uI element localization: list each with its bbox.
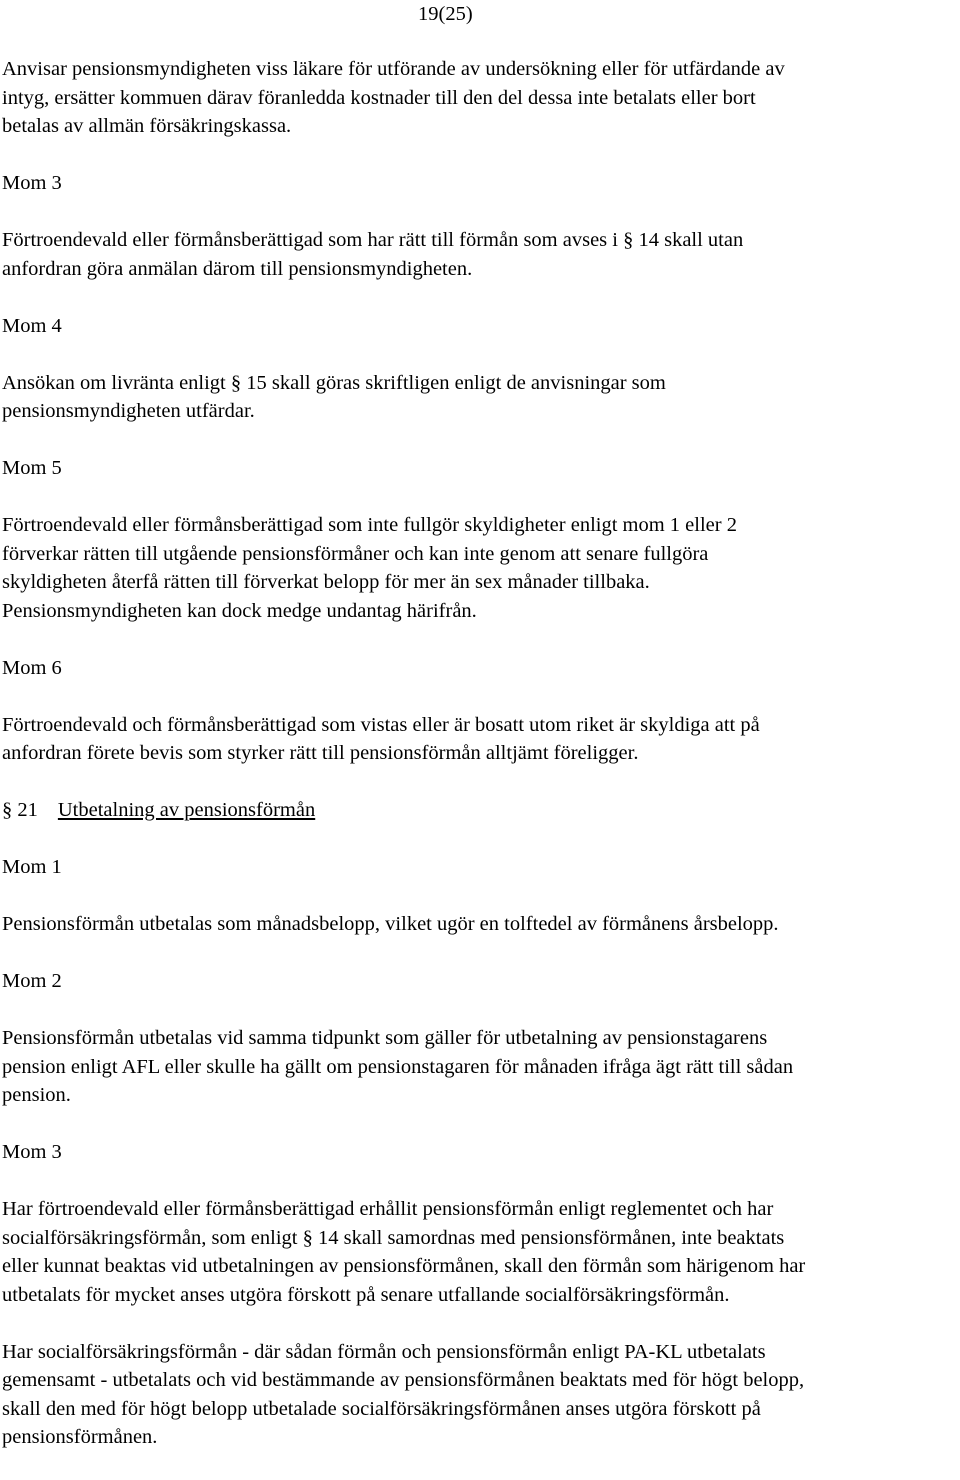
mom-heading: [2, 1138, 958, 1167]
section-number: § 21: [2, 799, 38, 821]
paragraph: [2, 711, 958, 768]
mom-heading: [2, 654, 958, 683]
text-line: Har förtroendevald eller förmånsberättigad erhållit pensionsförmån enligt reglementet och har: [2, 1198, 774, 1220]
text-line: Mom 2: [2, 970, 62, 992]
document-body: [2, 55, 958, 1480]
text-line: Mom 3: [2, 172, 62, 194]
mom-heading: [2, 454, 958, 483]
paragraph: [2, 55, 958, 141]
text-line: skall den med för högt belopp utbetalade socialförsäkringsförmånen anses utgöra förskott på: [2, 1397, 761, 1420]
text-line: Har socialförsäkringsförmån - där sådan förmån och pensionsförmån enligt PA-KL utbetalats: [2, 1340, 766, 1363]
text-line: anfordran göra anmälan därom till pensionsmyndigheten.: [2, 257, 473, 280]
paragraph: [2, 369, 958, 426]
text-line: Mom 6: [2, 656, 62, 679]
paragraph: [2, 1338, 958, 1452]
text-line: betalas av allmän försäkringskassa.: [2, 115, 292, 137]
text-line: intyg, ersätter kommuen därav föranledda kostnader till den del dessa inte betalats eller bort: [2, 86, 756, 109]
text-line: skyldigheten återfå rätten till förverkat belopp för mer än sex månader tillbaka.: [2, 571, 650, 593]
paragraph: [2, 226, 958, 283]
paragraph: [2, 1195, 958, 1309]
paragraph: [2, 511, 958, 625]
text-line: Förtroendevald eller förmånsberättigad som har rätt till förmån som avses i § 14 skall utan: [2, 229, 744, 251]
text-line: Pensionsförmån utbetalas vid samma tidpunkt som gäller för utbetalning av pensionstagarens: [2, 1027, 768, 1049]
text-line: Mom 5: [2, 457, 62, 479]
text-line: förverkar rätten till utgående pensionsförmåner och kan inte genom att senare fullgöra: [2, 542, 709, 565]
paragraph: [2, 910, 958, 939]
text-line: Pensionsmyndigheten kan dock medge undantag härifrån.: [2, 599, 477, 622]
paragraph: [2, 1024, 958, 1110]
text-line: pension.: [2, 1084, 71, 1106]
text-line: pensionsmyndigheten utfärdar.: [2, 400, 255, 422]
text-line: Pensionsförmån utbetalas som månadsbelopp, vilket ugör en tolftedel av förmånens årsbelopp.: [2, 913, 779, 935]
section-heading: [2, 796, 958, 825]
text-line: Mom 1: [2, 856, 62, 878]
text-line: pensionsförmånen.: [2, 1426, 158, 1448]
document-part-2: [2, 853, 958, 1452]
text-line: Mom 4: [2, 314, 62, 337]
text-line: Mom 3: [2, 1141, 62, 1163]
text-line: utbetalats för mycket anses utgöra förskott på senare utfallande socialförsäkringsförmån.: [2, 1283, 730, 1306]
section-title: Utbetalning av pensionsförmån: [57, 799, 316, 821]
text-line: gemensamt - utbetalats och vid bestämmande av pensionsförmånen beaktats med för högt belopp,: [2, 1369, 805, 1391]
mom-heading: [2, 312, 958, 341]
text-line: pension enligt AFL eller skulle ha gällt om pensionstagaren för månaden ifråga ägt rätt till sådan: [2, 1055, 794, 1078]
text-line: Anvisar pensionsmyndigheten viss läkare för utförande av undersökning eller för utfärdande av: [2, 58, 785, 80]
text-line: Förtroendevald eller förmånsberättigad som inte fullgör skyldigheter enligt mom 1 eller 2: [2, 514, 737, 536]
text-line: Förtroendevald och förmånsberättigad som vistas eller är bosatt utom riket är skyldiga att på: [2, 713, 760, 736]
text-line: Ansökan om livränta enligt § 15 skall göras skriftligen enligt de anvisningar som: [2, 371, 666, 394]
text-line: eller kunnat beaktas vid utbetalningen av pensionsförmånen, skall den förmån som härigenom har: [2, 1255, 806, 1277]
page-number: 19(25): [418, 3, 473, 25]
text-line: anfordran förete bevis som styrker rätt till pensionsförmån alltjämt föreligger.: [2, 742, 639, 764]
mom-heading: [2, 967, 958, 996]
document-part-1: [2, 55, 958, 768]
mom-heading: [2, 853, 958, 882]
mom-heading: [2, 169, 958, 198]
text-line: socialförsäkringsförmån, som enligt § 14 skall samordnas med pensionsförmånen, inte beaktats: [2, 1226, 785, 1249]
